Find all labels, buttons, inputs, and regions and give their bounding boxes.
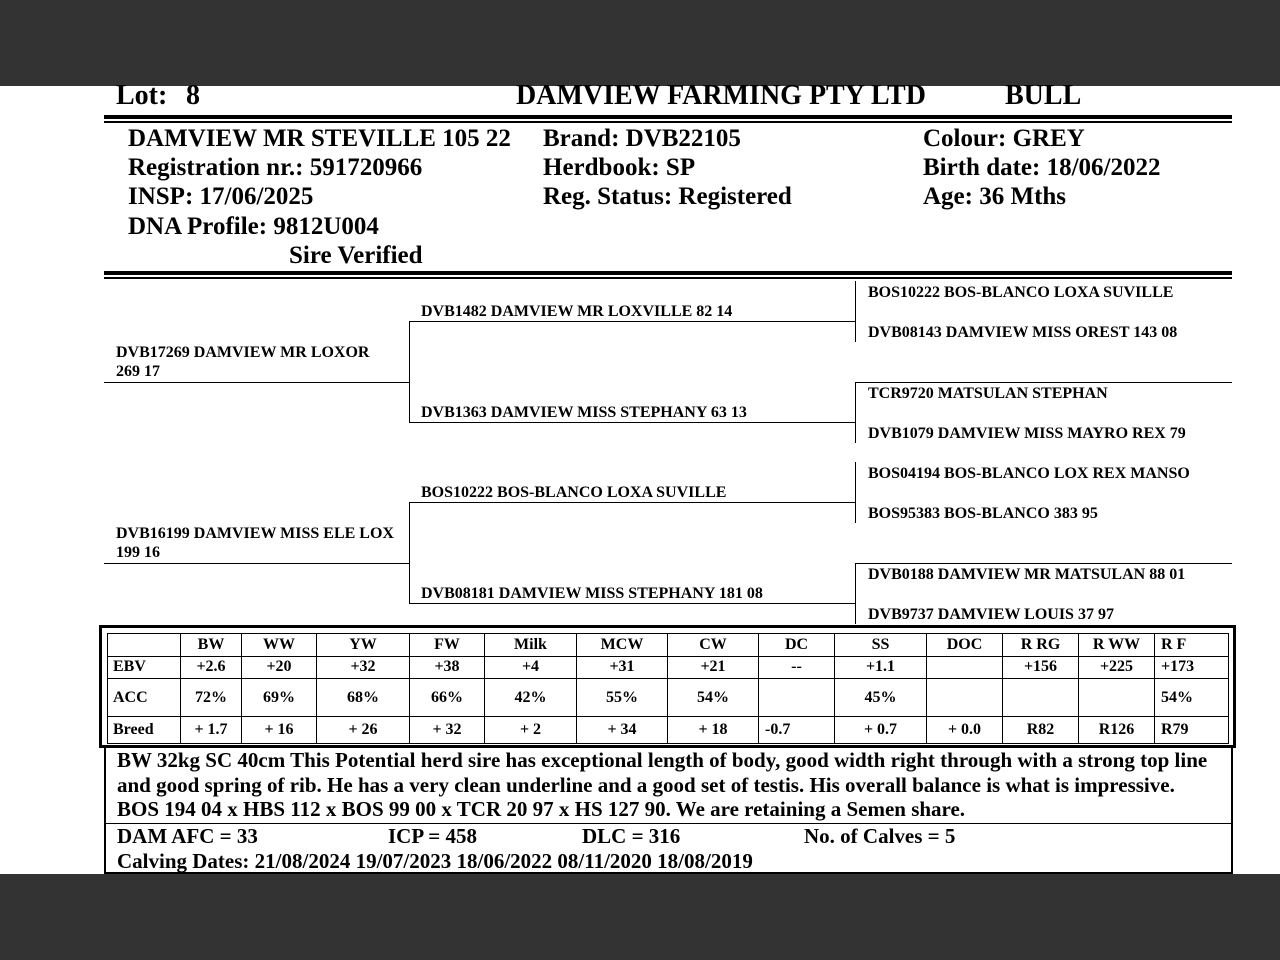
acc-cell: 72% xyxy=(181,679,242,717)
ebv-table xyxy=(107,633,1229,744)
ebv-cell: +225 xyxy=(1079,656,1155,679)
ebv-header-cell: DOC xyxy=(927,634,1003,657)
pedigree-line xyxy=(104,563,409,564)
ebv-cell: +156 xyxy=(1003,656,1079,679)
sire-verified: Sire Verified xyxy=(289,242,423,269)
pedigree-dam: DVB16199 DAMVIEW MISS ELE LOX 199 16 xyxy=(116,525,394,561)
colour: Colour: GREY xyxy=(923,125,1085,152)
herdbook: Herdbook: SP xyxy=(543,154,696,181)
pedigree-ggp: BOS95383 BOS-BLANCO 383 95 xyxy=(868,505,1098,522)
ebv-panel xyxy=(99,625,1236,748)
acc-cell xyxy=(927,679,1003,717)
info-rule-thin xyxy=(104,277,1232,279)
ebv-header-cell: CW xyxy=(668,634,759,657)
pedigree-dam-dam: DVB08181 DAMVIEW MISS STEPHANY 181 08 xyxy=(421,585,763,602)
pedigree-connector xyxy=(855,281,856,342)
ebv-header-cell: YW xyxy=(317,634,410,657)
acc-cell: 42% xyxy=(485,679,577,717)
lot-label: Lot: xyxy=(116,80,168,111)
pedigree-line xyxy=(409,321,855,322)
pedigree-connector xyxy=(409,321,410,423)
ebv-header-cell: R F xyxy=(1155,634,1229,657)
pedigree-connector xyxy=(855,462,856,523)
ebv-header-cell: R RG xyxy=(1003,634,1079,657)
breed-cell: + 32 xyxy=(410,717,485,744)
breed-row xyxy=(108,717,1229,744)
dam-afc: DAM AFC = 33 xyxy=(117,824,258,848)
birth-date: Birth date: 18/06/2022 xyxy=(923,154,1161,181)
catalogue-page xyxy=(0,80,1280,874)
sex-label: BULL xyxy=(1005,80,1082,111)
ebv-header-row xyxy=(108,634,1229,657)
ebv-cell xyxy=(927,656,1003,679)
pedigree-connector xyxy=(409,502,410,604)
ebv-header-cell: SS xyxy=(835,634,927,657)
ebv-cell: +21 xyxy=(668,656,759,679)
breed-row-label: Breed xyxy=(108,717,181,744)
ebv-cell: +4 xyxy=(485,656,577,679)
pedigree-ggp: DVB1079 DAMVIEW MISS MAYRO REX 79 xyxy=(868,425,1186,442)
breed-cell: + 18 xyxy=(668,717,759,744)
comments-panel xyxy=(104,746,1233,874)
ebv-cell: -- xyxy=(759,656,835,679)
ebv-header-cell: WW xyxy=(242,634,317,657)
ebv-header-cell: R WW xyxy=(1079,634,1155,657)
ebv-header-cell: Milk xyxy=(485,634,577,657)
registration-number: Registration nr.: 591720966 xyxy=(128,154,423,181)
acc-cell xyxy=(759,679,835,717)
ebv-header-cell: FW xyxy=(410,634,485,657)
ebv-header-cell: BW xyxy=(181,634,242,657)
breed-cell: + 34 xyxy=(577,717,668,744)
pedigree-connector xyxy=(855,382,856,443)
pedigree-ggp: DVB08143 DAMVIEW MISS OREST 143 08 xyxy=(868,324,1178,341)
ebv-cell: +32 xyxy=(317,656,410,679)
inspection-date: INSP: 17/06/2025 xyxy=(128,183,314,210)
animal-comment: BW 32kg SC 40cm This Potential herd sire has exceptional length of body, good width right through with a strong top line and good spring of rib. He has a very clean underline and a good set of testis. His overall balance is what is impressive. BOS 194 04 x HBS 112 x BOS 99 00 x TCR 20 97 x HS 127 90. We are retaining a Semen share. xyxy=(117,748,1208,821)
header-rule-thick xyxy=(104,115,1232,119)
ebv-header-cell xyxy=(108,634,181,657)
acc-cell xyxy=(1079,679,1155,717)
dna-profile: DNA Profile: 9812U004 xyxy=(128,213,379,240)
acc-cell: 45% xyxy=(835,679,927,717)
dam-dlc: DLC = 316 xyxy=(582,824,681,848)
pedigree-ggp: BOS10222 BOS-BLANCO LOXA SUVILLE xyxy=(868,284,1174,301)
ebv-cell: +31 xyxy=(577,656,668,679)
acc-cell: 55% xyxy=(577,679,668,717)
pedigree-sire-sire: DVB1482 DAMVIEW MR LOXVILLE 82 14 xyxy=(421,303,733,320)
pedigree-line xyxy=(855,382,1232,383)
acc-row xyxy=(108,679,1229,717)
pedigree-line xyxy=(855,563,1232,564)
breed-cell: + 0.7 xyxy=(835,717,927,744)
ebv-cell: +173 xyxy=(1155,656,1229,679)
ebv-cell: +2.6 xyxy=(181,656,242,679)
breed-cell: -0.7 xyxy=(759,717,835,744)
pedigree-ggp: BOS04194 BOS-BLANCO LOX REX MANSO xyxy=(868,465,1190,482)
info-rule-thick xyxy=(104,271,1232,275)
dam-icp: ICP = 458 xyxy=(388,824,477,848)
pedigree-connector xyxy=(855,563,856,624)
age: Age: 36 Mths xyxy=(923,183,1067,210)
calving-dates: Calving Dates: 21/08/2024 19/07/2023 18/06/2022 08/11/2020 18/08/2019 xyxy=(117,849,753,873)
pedigree-line xyxy=(409,502,855,503)
dam-calves: No. of Calves = 5 xyxy=(804,824,956,848)
lot-number: 8 xyxy=(186,80,200,111)
ebv-row-label: EBV xyxy=(108,656,181,679)
pedigree-ggp: DVB9737 DAMVIEW LOUIS 37 97 xyxy=(868,606,1114,623)
breed-cell: R82 xyxy=(1003,717,1079,744)
ebv-cell: +20 xyxy=(242,656,317,679)
acc-cell: 68% xyxy=(317,679,410,717)
breed-cell: + 26 xyxy=(317,717,410,744)
pedigree-ggp: DVB0188 DAMVIEW MR MATSULAN 88 01 xyxy=(868,566,1186,583)
acc-cell: 69% xyxy=(242,679,317,717)
pedigree-sire: DVB17269 DAMVIEW MR LOXOR 269 17 xyxy=(116,344,370,380)
breeder-name: DAMVIEW FARMING PTY LTD xyxy=(516,80,926,111)
pedigree-dam-sire: BOS10222 BOS-BLANCO LOXA SUVILLE xyxy=(421,484,727,501)
breed-cell: + 0.0 xyxy=(927,717,1003,744)
animal-name: DAMVIEW MR STEVILLE 105 22 xyxy=(128,125,511,152)
acc-cell: 54% xyxy=(668,679,759,717)
pedigree-line xyxy=(409,603,855,604)
pedigree-line xyxy=(104,382,409,383)
pedigree-ggp: TCR9720 MATSULAN STEPHAN xyxy=(868,385,1108,402)
acc-cell: 54% xyxy=(1155,679,1229,717)
ebv-header-cell: MCW xyxy=(577,634,668,657)
breed-cell: + 1.7 xyxy=(181,717,242,744)
breed-cell: R126 xyxy=(1079,717,1155,744)
breed-cell: + 2 xyxy=(485,717,577,744)
breed-cell: + 16 xyxy=(242,717,317,744)
pedigree-line xyxy=(409,422,855,423)
breed-cell: R79 xyxy=(1155,717,1229,744)
header-rule-thin xyxy=(104,121,1232,123)
ebv-cell: +38 xyxy=(410,656,485,679)
acc-cell xyxy=(1003,679,1079,717)
ebv-row xyxy=(108,656,1229,679)
acc-row-label: ACC xyxy=(108,679,181,717)
brand: Brand: DVB22105 xyxy=(543,125,741,152)
ebv-header-cell: DC xyxy=(759,634,835,657)
registration-status: Reg. Status: Registered xyxy=(543,183,792,210)
pedigree-sire-dam: DVB1363 DAMVIEW MISS STEPHANY 63 13 xyxy=(421,404,747,421)
ebv-cell: +1.1 xyxy=(835,656,927,679)
acc-cell: 66% xyxy=(410,679,485,717)
